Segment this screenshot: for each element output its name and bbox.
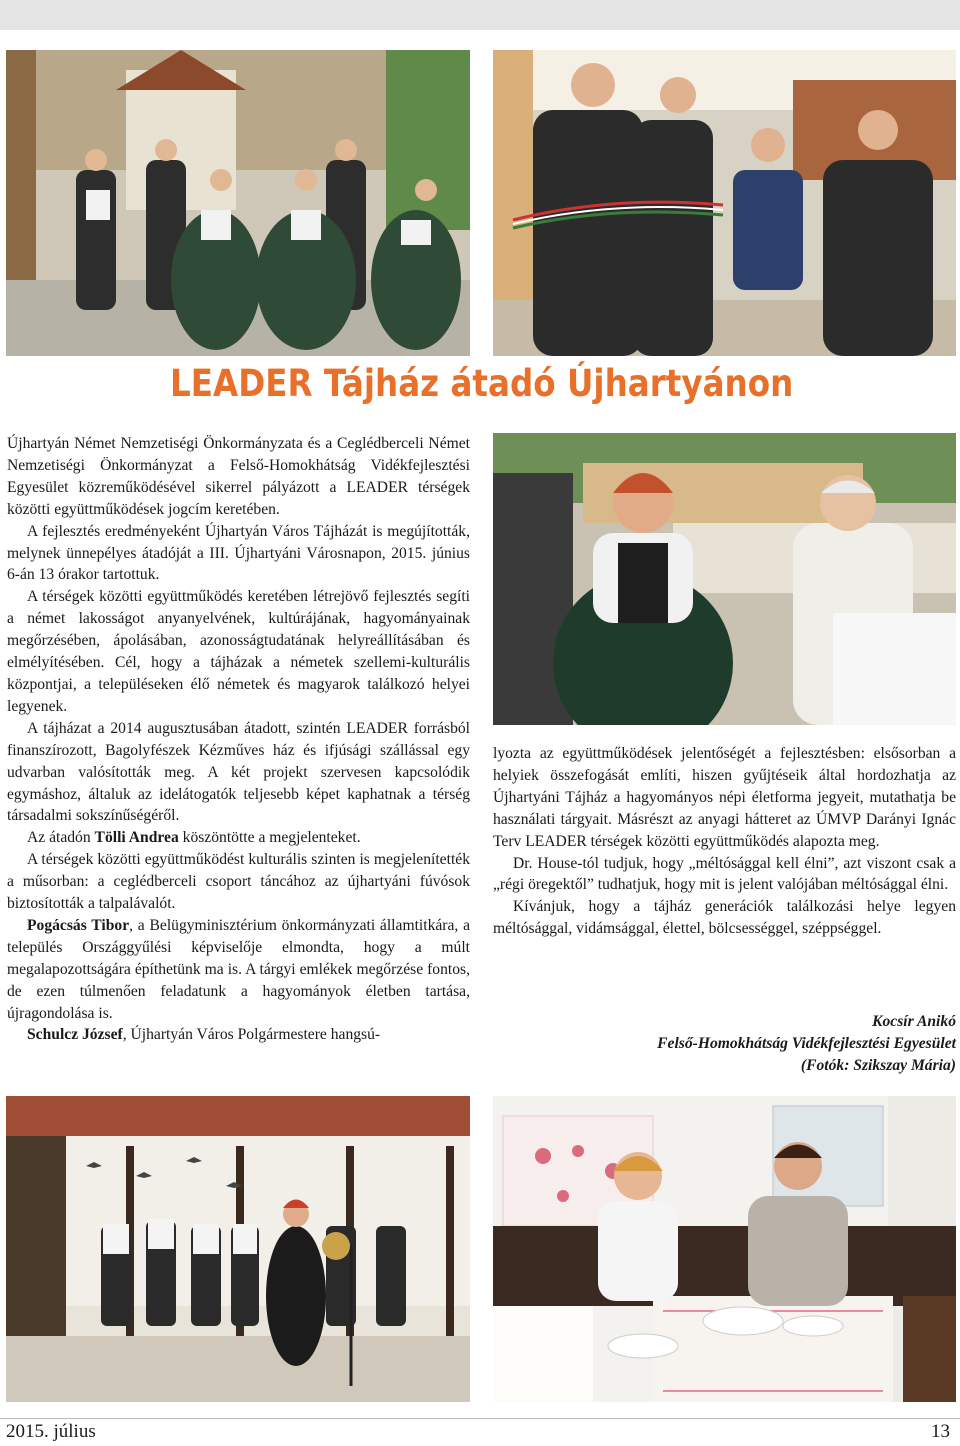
top-bar <box>0 0 960 30</box>
signature-block <box>496 1011 956 1077</box>
page-number: 13 <box>931 1421 950 1442</box>
text-column-right <box>493 743 956 940</box>
paragraph-schulcz: Schulcz József, Újhartyán Város Polgármestere hangsú- <box>27 1026 381 1044</box>
paragraph-wish: Kívánjuk, hogy a tájház generációk találkozási helye legyen méltósággal, vidámsággal, élettel, bölcsességgel, széppséggel. <box>493 898 956 938</box>
person-name: Pogácsás Tibor <box>27 916 130 934</box>
paragraph-pogacsas: Pogácsás Tibor, a Belügyminisztérium önkormányzati államtitkára, a település Országgyűlési képviselője elmondta, hogy a múlt megalapozottságára építhetünk ma is. A tárgyi emlékek megőrzése fontos, de ezen túlmenően feladatunk a hagyományok életben tartása, újragondolása is. <box>7 916 471 1022</box>
photo-credit: (Fotók: Szikszay Mária) <box>800 1057 956 1074</box>
person-name: Tölli Andrea <box>94 829 179 847</box>
photo-ribbon-cutting <box>493 50 956 356</box>
paragraph-greeting: Az átadón Tölli Andrea köszöntötte a megjelenteket. <box>27 829 361 847</box>
paragraph-bagolyfeszek: A tájházat a 2014 augusztusában átadott, szintén LEADER forrásból finanszírozott, Bagolyfészek Kézműves ház és ifjúsági szállással egy udvarban valósították meg. A két projekt szervesen kapcsolódik egymáshoz, általuk az idelátogatók teljesebb képet kaphatnak a térség társadalmi sokszínűségéről. <box>7 719 470 825</box>
photo-folk-dancers <box>6 50 470 356</box>
issue-date: 2015. július <box>6 1421 96 1442</box>
person-name: Schulcz József <box>27 1026 123 1044</box>
text-column-left <box>7 433 470 1046</box>
photo-brass-band <box>6 1096 470 1402</box>
author-name: Kocsír Anikó <box>872 1013 956 1030</box>
paragraph-continuation: lyozta az együttműködések jelentőségét a fejlesztésben: elsősorban a helyiek összefogását említi, hiszen gyűjtéseik által hordozhatja az Újhartyáni Tájház a hagyományos népi életforma jegyeit, mutathatja be használati tárgyait. Másrészt az anyagi hátteret az ÚMVP Darányi Ignác Terv LEADER térségek közötti együttműködés alapozta meg. <box>493 745 956 850</box>
paragraph-cooperation: A térségek közötti együttműködés keretében létrejövő fejlesztés segíti a német lakosságot anyanyelvének, kultúrájának, hagyományainak megőrzésében, ápolásában, azonosságtudatának helyreállításában és elmélyítésében. Cél, hogy a tájházak a németek szellemi-kulturális központjai, a településeken élő németek és magyarok találkozó helyei legyenek. <box>7 588 470 715</box>
footer-divider <box>0 1418 960 1419</box>
paragraph-intro: Újhartyán Német Nemzetiségi Önkormányzata és a Ceglédberceli Német Nemzetiségi Önkormányzat a Felső-Homokhátság Vidékfejlesztési Egyesület közreműködésével sikerrel pályázott a LEADER térségek közötti együttműködések jogcím keretében. <box>7 435 470 518</box>
paragraph-development: A fejlesztés eredményeként Újhartyán Város Tájházát is megújították, melynek ünnepélyes átadóját a III. Újhartyáni Városnapon, 2015. június 6-án 13 órakor tartottuk. <box>7 522 470 584</box>
paragraph-dr-house: Dr. House-tól tudjuk, hogy „méltósággal kell élni”, azt viszont csak a „régi öregektől” tudhatjuk, hogy mit is jelent valójában méltósággal élni. <box>493 854 956 894</box>
article-headline: LEADER Tájház átadó Újhartyánon <box>170 362 794 405</box>
author-organization: Felső-Homokhátság Vidékfejlesztési Egyesület <box>657 1035 956 1052</box>
paragraph-program: A térségek közötti együttműködést kulturális szinten is megjelenítették a műsorban: a ceglédberceli csoport táncához az újhartyáni fúvósok biztosították a talpalávalót. <box>7 851 470 913</box>
photo-tajhaz-interior <box>493 1096 956 1402</box>
photo-seated-guests <box>493 433 956 725</box>
